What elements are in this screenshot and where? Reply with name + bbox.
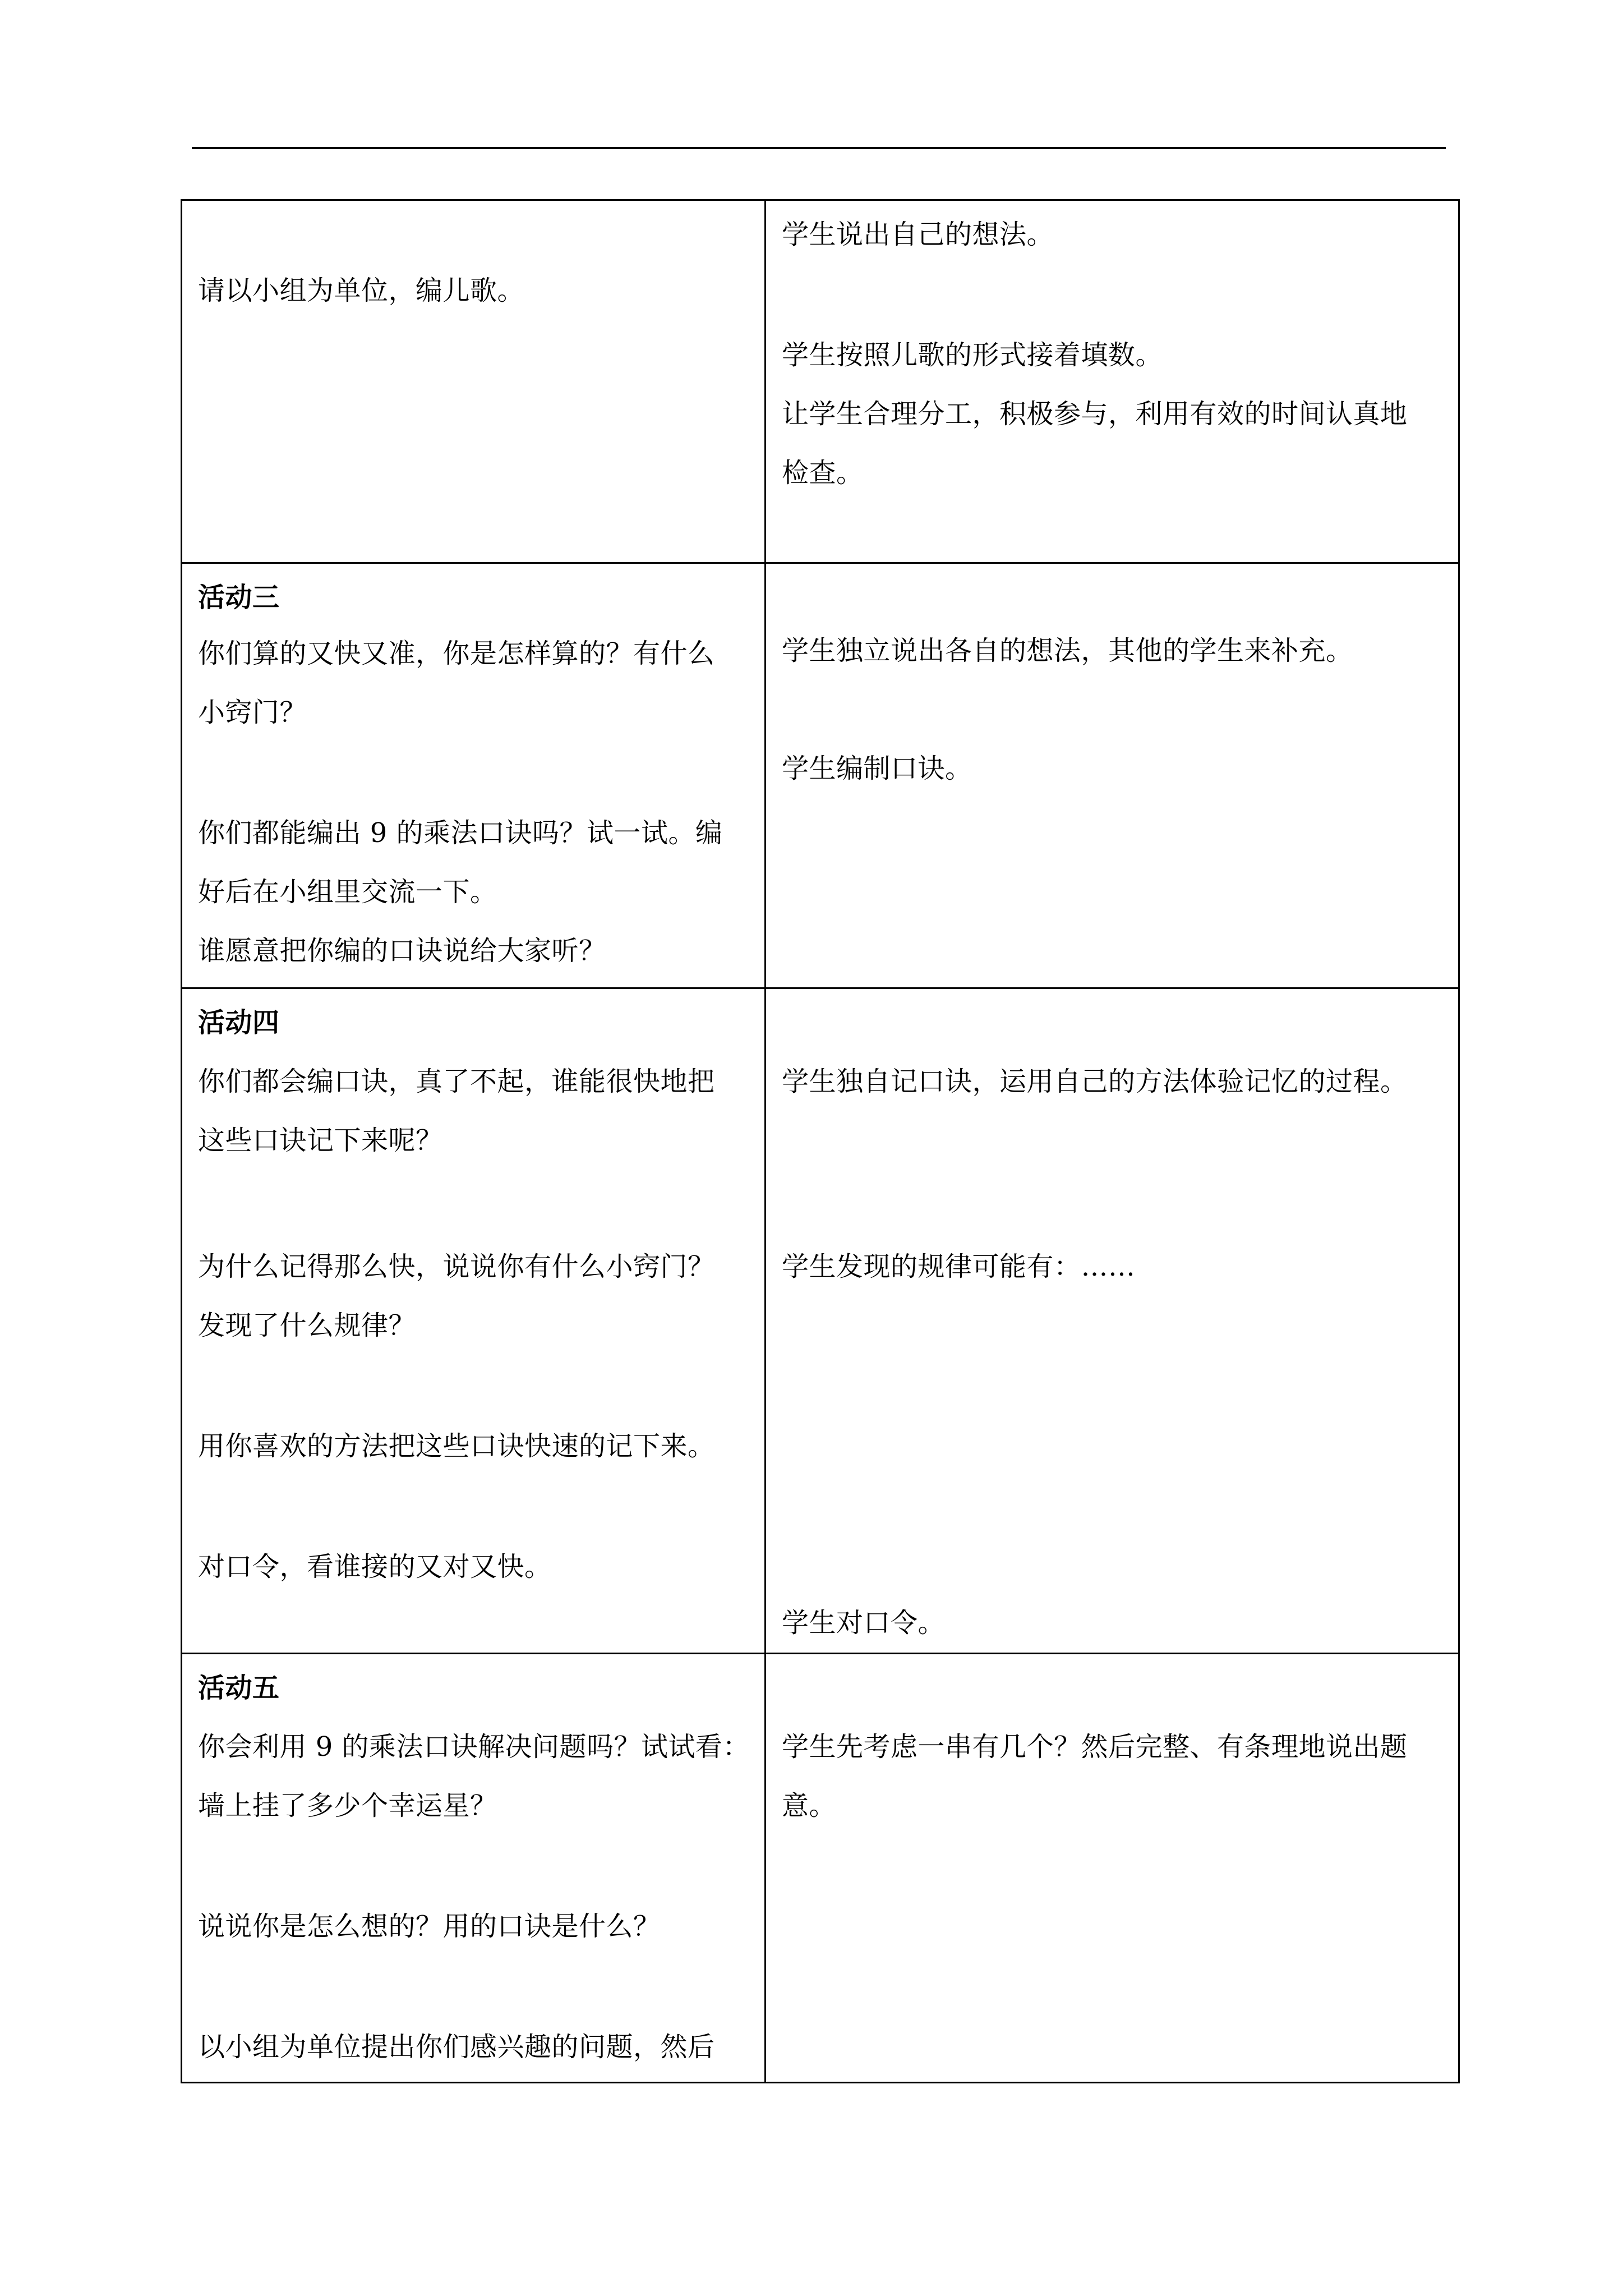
teacher-line: 用你喜欢的方法把这些口诀快速的记下来。 (198, 1430, 715, 1462)
teacher-activity-cell (182, 563, 766, 988)
table-row (182, 988, 1459, 1654)
activity-heading: 活动四 (198, 1007, 280, 1038)
table-row (182, 200, 1459, 563)
student-activity-cell (766, 200, 1459, 563)
teacher-line: 谁愿意把你编的口诀说给大家听？ (198, 935, 606, 967)
lesson-plan-table (181, 199, 1460, 2083)
student-line: 学生先考虑一串有几个？然后完整、有条理地说出题 (782, 1731, 1408, 1763)
teacher-line: 你们都能编出 9 的乘法口诀吗？试一试。编 (198, 817, 723, 849)
teacher-activity-cell (182, 988, 766, 1654)
activity-heading: 活动三 (198, 582, 280, 613)
teacher-activity-cell (182, 1654, 766, 2083)
student-line: 学生独立说出各自的想法，其他的学生来补充。 (782, 635, 1353, 666)
teacher-line: 请以小组为单位，编儿歌。 (198, 275, 525, 306)
student-line: 检查。 (782, 457, 864, 489)
student-line: 学生对口令。 (782, 1607, 946, 1639)
teacher-line: 为什么记得那么快，说说你有什么小窍门？ (198, 1251, 715, 1282)
teacher-line: 对口令，看谁接的又对又快。 (198, 1551, 552, 1582)
teacher-line: 好后在小组里交流一下。 (198, 876, 497, 908)
teacher-line: 你们都会编口诀，真了不起，谁能很快地把 (198, 1066, 715, 1097)
header-rule (192, 147, 1446, 149)
student-line: 学生发现的规律可能有：…… (782, 1251, 1136, 1282)
teacher-line: 说说你是怎么想的？用的口诀是什么？ (198, 1911, 661, 1942)
activity-heading: 活动五 (198, 1672, 280, 1704)
student-line: 意。 (782, 1790, 837, 1821)
student-activity-cell (766, 563, 1459, 988)
student-line: 学生编制口诀。 (782, 753, 972, 784)
student-line: 学生按照儿歌的形式接着填数。 (782, 339, 1163, 371)
table-row (182, 563, 1459, 988)
teacher-line: 发现了什么规律？ (198, 1310, 416, 1341)
student-line: 让学生合理分工，积极参与，利用有效的时间认真地 (782, 398, 1408, 430)
student-activity-cell (766, 988, 1459, 1654)
teacher-line: 你们算的又快又准，你是怎样算的？有什么 (198, 638, 715, 669)
student-line: 学生说出自己的想法。 (782, 219, 1054, 250)
teacher-line: 以小组为单位提出你们感兴趣的问题，然后 (198, 2031, 715, 2063)
teacher-line: 小窍门？ (198, 697, 307, 728)
teacher-line: 这些口诀记下来呢？ (198, 1125, 443, 1156)
student-activity-cell (766, 1654, 1459, 2083)
teacher-line: 墙上挂了多少个幸运星？ (198, 1790, 497, 1821)
teacher-line: 你会利用 9 的乘法口诀解决问题吗？试试看： (198, 1731, 750, 1763)
table-row (182, 1654, 1459, 2083)
teacher-activity-cell (182, 200, 766, 563)
student-line: 学生独自记口诀，运用自己的方法体验记忆的过程。 (782, 1066, 1408, 1097)
